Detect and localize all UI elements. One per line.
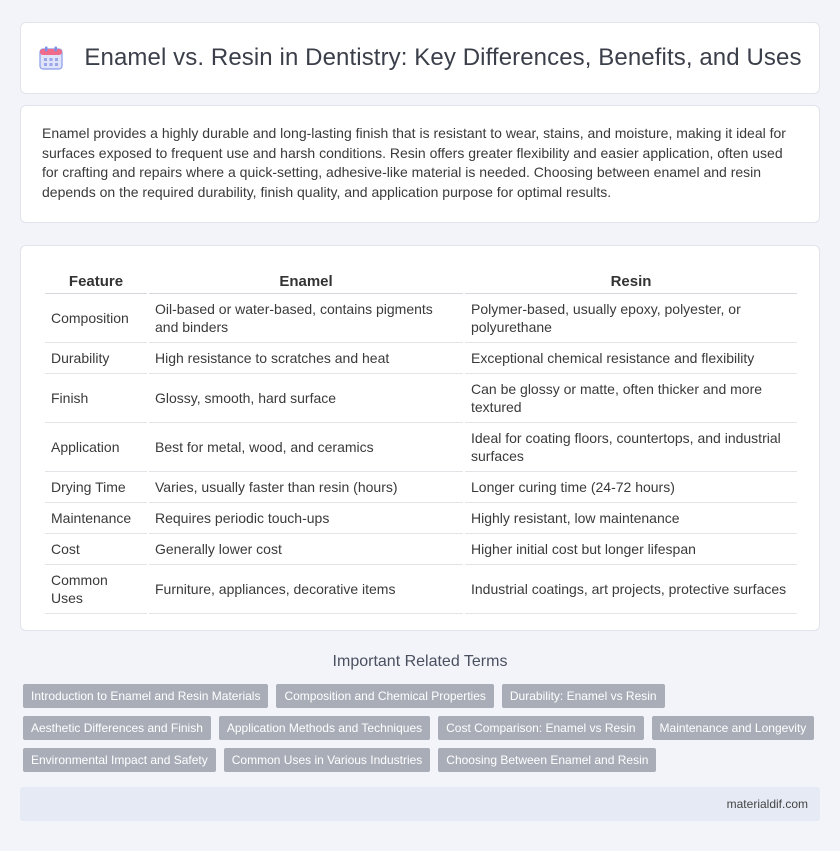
related-term-tag[interactable]: Cost Comparison: Enamel vs Resin [438, 716, 643, 740]
tag-row [23, 748, 823, 772]
table-row [45, 534, 797, 565]
cell-resin: Ideal for coating floors, countertops, and industrial surfaces [465, 423, 797, 472]
intro-card [20, 105, 820, 223]
related-term-tag[interactable]: Choosing Between Enamel and Resin [438, 748, 656, 772]
table-row [45, 374, 797, 423]
cell-enamel: Best for metal, wood, and ceramics [149, 423, 463, 472]
related-term-tag[interactable]: Common Uses in Various Industries [224, 748, 431, 772]
comparison-table-card [20, 245, 820, 631]
related-term-tag[interactable]: Aesthetic Differences and Finish [23, 716, 211, 740]
cell-enamel: Oil-based or water-based, contains pigments and binders [149, 294, 463, 343]
cell-resin: Higher initial cost but longer lifespan [465, 534, 797, 565]
table-row [45, 565, 797, 614]
footer-site-link[interactable]: materialdif.com [726, 797, 808, 811]
cell-feature: Maintenance [45, 503, 147, 534]
cell-enamel: Requires periodic touch-ups [149, 503, 463, 534]
cell-resin: Polymer-based, usually epoxy, polyester, or polyurethane [465, 294, 797, 343]
header-enamel: Enamel [149, 266, 463, 294]
intro-paragraph: Enamel provides a highly durable and long-lasting finish that is resistant to wear, stains, and moisture, making it ideal for surfaces exposed to frequent use and harsh conditions. Resin offers greater flexibility and easier application, often used for crafting and repairs where a quick-setting, adhesive-like material is needed. Choosing between enamel and resin depends on the required durability, finish quality, and application purpose for optimal results. [42, 125, 786, 200]
cell-resin: Highly resistant, low maintenance [465, 503, 797, 534]
related-term-tag[interactable]: Maintenance and Longevity [652, 716, 815, 740]
calendar-icon [38, 45, 64, 71]
footer [20, 787, 820, 821]
table-row [45, 472, 797, 503]
cell-resin: Longer curing time (24-72 hours) [465, 472, 797, 503]
tag-row [23, 684, 823, 708]
tag-row [23, 716, 823, 740]
header-card [20, 22, 820, 94]
related-term-tag[interactable]: Introduction to Enamel and Resin Materials [23, 684, 268, 708]
cell-feature: Drying Time [45, 472, 147, 503]
cell-enamel: Glossy, smooth, hard surface [149, 374, 463, 423]
header-feature: Feature [45, 266, 147, 294]
comparison-table [43, 266, 799, 614]
page-title: Enamel vs. Resin in Dentistry: Key Differences, Benefits, and Uses [84, 44, 802, 71]
related-terms-title: Important Related Terms [332, 653, 508, 670]
cell-feature: Durability [45, 343, 147, 374]
related-term-tag[interactable]: Application Methods and Techniques [219, 716, 430, 740]
table-row [45, 343, 797, 374]
related-terms-tags [23, 684, 823, 780]
cell-resin: Exceptional chemical resistance and flexibility [465, 343, 797, 374]
cell-resin: Industrial coatings, art projects, protective surfaces [465, 565, 797, 614]
table-header-row [45, 266, 797, 294]
cell-enamel: Furniture, appliances, decorative items [149, 565, 463, 614]
related-term-tag[interactable]: Composition and Chemical Properties [276, 684, 493, 708]
table-row [45, 423, 797, 472]
cell-feature: Common Uses [45, 565, 147, 614]
table-row [45, 503, 797, 534]
related-term-tag[interactable]: Environmental Impact and Safety [23, 748, 216, 772]
cell-feature: Application [45, 423, 147, 472]
cell-enamel: Generally lower cost [149, 534, 463, 565]
cell-enamel: High resistance to scratches and heat [149, 343, 463, 374]
cell-resin: Can be glossy or matte, often thicker and more textured [465, 374, 797, 423]
cell-enamel: Varies, usually faster than resin (hours) [149, 472, 463, 503]
cell-feature: Composition [45, 294, 147, 343]
cell-feature: Cost [45, 534, 147, 565]
table-row [45, 294, 797, 343]
header-resin: Resin [465, 266, 797, 294]
title-wrap [38, 44, 801, 72]
related-term-tag[interactable]: Durability: Enamel vs Resin [502, 684, 665, 708]
cell-feature: Finish [45, 374, 147, 423]
